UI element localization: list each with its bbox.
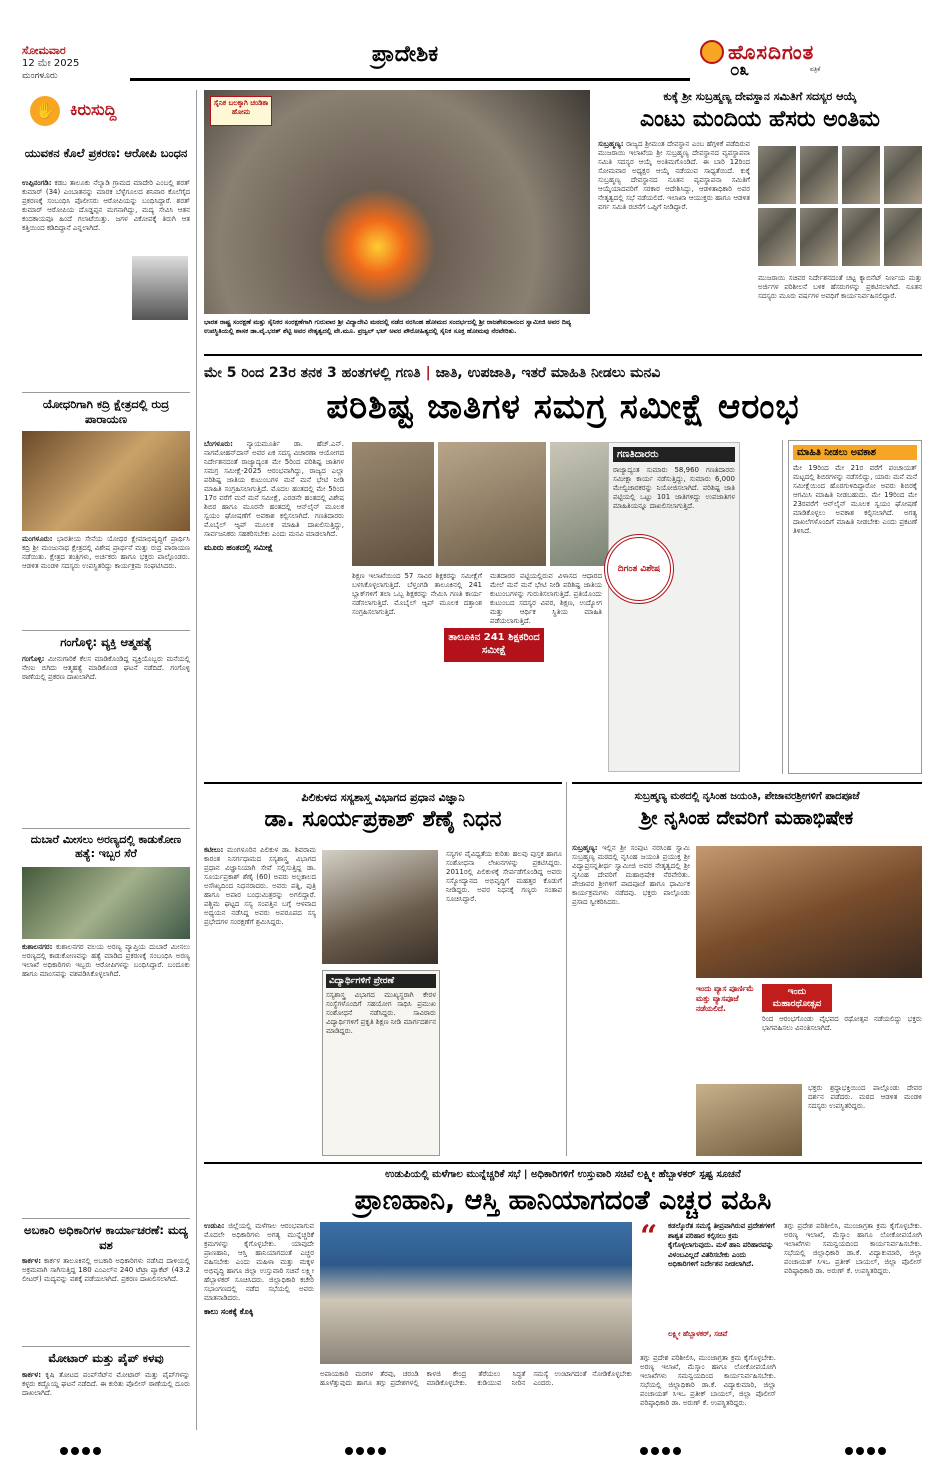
abhisheka-photo bbox=[696, 846, 922, 978]
brief-headline: ದುಬಾರೆ ಮೀಸಲು ಅರಣ್ಯದಲ್ಲಿ ಕಾಡುಕೋಣ ಹತ್ಯೆ: ಇಬ್ಬರ ಸೆರೆ bbox=[30, 833, 182, 860]
dot-icon bbox=[856, 1447, 864, 1455]
brief-item bbox=[22, 392, 190, 602]
brand-logo bbox=[700, 40, 905, 80]
brief-item bbox=[22, 828, 190, 1198]
footer-dots-far bbox=[845, 1440, 889, 1459]
info-opportunity-box bbox=[788, 440, 922, 774]
dot-icon bbox=[356, 1447, 364, 1455]
footer-dots-right bbox=[640, 1440, 684, 1459]
quote-attribution: ಲಕ್ಷ್ಮೀ ಹೆಬ್ಬಾಳಕರ್, ಸಚಿವೆ bbox=[668, 1330, 728, 1338]
kukke-story bbox=[598, 90, 922, 348]
brief-dateline: ಮಂಗಳೂರು: bbox=[22, 535, 53, 543]
survey-body: ನ್ಯಾಯಮೂರ್ತಿ ಡಾ. ಹೆಚ್.ಎನ್. ನಾಗಮೋಹನ್‌ದಾಸ್ ಅವರ ಏಕ ಸದಸ್ಯ ವಿಚಾರಣಾ ಆಯೋಗದ ನಿರ್ದೇಶನದಂತೆ ರಾಜ್ಯಾದ್ಯಂತ ಮೇ 5ರಿಂದ ಪರಿಶಿಷ್ಟ ಜಾತಿಗಳ ಸಮಗ್ರ ಸಮೀಕ್ಷೆ-2025 ಆರಂಭವಾಗಿದ್ದು, ರಾಜ್ಯದ ಎಲ್ಲಾ ಪರಿಶಿಷ್ಟ ಜಾತಿಯ ಕುಟುಂಬಗಳ ಮನೆ ಮನೆ ಭೇಟಿ ನೀಡಿ ಮಾಹಿತಿ ಸಂಗ್ರಹಿಸಲಾಗುತ್ತಿದೆ. ಮೊದಲ ಹಂತದಲ್ಲಿ ಮೇ 5ರಿಂದ 17ರ ವರೆಗೆ ಮನೆ ಮನೆ ಸಮೀಕ್ಷೆ, ಎರಡನೇ ಹಂತದಲ್ಲಿ ವಿಶೇಷ ಶಿಬಿರ ಹಾಗೂ ಮೂರನೇ ಹಂತದಲ್ಲಿ ಆನ್‌ಲೈನ್ ಮೂಲಕ ಸ್ವಯಂ ಘೋಷಣೆಗೆ ಅವಕಾಶ ಕಲ್ಪಿಸಲಾಗಿದೆ. ಗಣತಿದಾರರು ಮೊಬೈಲ್ ಆ್ಯಪ್ ಮೂಲಕ ಮಾಹಿತಿ ದಾಖಲಿಸುತ್ತಿದ್ದು, ಸಾರ್ವಜನಿಕರು ಸಹಕರಿಸಬೇಕು ಎಂದು ಮನವಿ ಮಾಡಲಾಗಿದೆ. bbox=[204, 440, 344, 538]
obituary-story bbox=[204, 782, 562, 1156]
dot-icon bbox=[345, 1447, 353, 1455]
issue-date: 12 ಮೇ 2025 bbox=[22, 58, 80, 69]
sainik-badge: ಸೈನಿಕ ಬಲಕ್ಕಾಗಿ ಚಂಡಿಕಾ ಹೋಮ bbox=[210, 96, 272, 126]
obituary-headline: ಡಾ. ಸೂರ್ಯಪ್ರಕಾಶ್ ಶೆಣೈ ನಿಧನ bbox=[264, 807, 502, 832]
udupi-right-body: ತಗ್ಗು ಪ್ರದೇಶ ಪರಿಶೀಲಿಸಿ, ಮುಂಜಾಗ್ರತಾ ಕ್ರಮ ಕೈಗೊಳ್ಳಬೇಕು. ಅರಣ್ಯ ಇಲಾಖೆ, ಮೆಸ್ಕಾಂ ಹಾಗೂ ಲೋಕೋಪಯೋಗಿ ಇಲಾಖೆಗಳು ಸಮನ್ವಯದಿಂದ ಕಾರ್ಯನಿರ್ವಹಿಸಬೇಕು. ಸಭೆಯಲ್ಲಿ ಜಿಲ್ಲಾಧಿಕಾರಿ ಡಾ.ಕೆ. ವಿದ್ಯಾಕುಮಾರಿ, ಜಿಲ್ಲಾ ಪಂಚಾಯತ್ ಸಿಇಒ ಪ್ರತೀಕ್ ಬಾಯಲ್, ಜಿಲ್ಲಾ ಪೊಲೀಸ್ ವರಿಷ್ಠಾಧಿಕಾರಿ ಡಾ. ಅರುಣ್ ಕೆ. ಉಪಸ್ಥಿತರಿದ್ದರು. bbox=[640, 1354, 776, 1407]
brief-headline: ಯುವಕನ ಕೊಲೆ ಪ್ರಕರಣ: ಆರೋಪಿ ಬಂಧನ bbox=[24, 146, 188, 160]
kukke-kicker: ಕುಕ್ಕೆ ಶ್ರೀ ಸುಬ್ರಹ್ಮಣ್ಯ ದೇವಸ್ಥಾನ ಸಮಿತಿಗೆ ಸದಸ್ಯರ ಆಯ್ಕೆ bbox=[663, 90, 857, 103]
inspiration-box-body: ಸಸ್ಯಶಾಸ್ತ್ರ ವಿಭಾಗದ ಮುಖ್ಯಸ್ಥರಾಗಿ ಕೇರಳ ಸಂಸ್ಥೆಗಳೊಂದಿಗೆ ಸಹಯೋಗ ಸಾಧಿಸಿ ಪ್ರಮುಖ ಸಂಶೋಧನೆ ನಡೆಸಿದ್ದರು. ಸಾವಿರಾರು ವಿದ್ಯಾರ್ಥಿಗಳಿಗೆ ಪ್ರಕೃತಿ ಶಿಕ್ಷಣ ನೀಡಿ ಮಾರ್ಗದರ್ಶನ ಮಾಡಿದ್ದರು. bbox=[326, 991, 436, 1035]
kicker-separator: | bbox=[425, 365, 436, 381]
brand-tagline: ಪತ್ರಿಕೆ bbox=[810, 66, 821, 73]
dot-icon bbox=[82, 1447, 90, 1455]
masthead bbox=[0, 0, 945, 82]
maharathotsava-box bbox=[762, 984, 922, 1080]
brief-dateline: ಕಾರ್ಕಳ: bbox=[22, 1371, 41, 1379]
udupi-story bbox=[204, 1162, 922, 1430]
member-photo bbox=[800, 146, 838, 204]
member-photo bbox=[758, 208, 796, 266]
obituary-body: ಮಂಗಳೂರಿನ ಪಿಲಿಕುಳ ಡಾ. ಶಿವರಾಮ ಕಾರಂತ ನಿಸರ್ಗಧಾಮದ ಸಸ್ಯಶಾಸ್ತ್ರ ವಿಭಾಗದ ಪ್ರಧಾನ ವಿಜ್ಞಾನಿಯಾಗಿ ಸೇವೆ ಸಲ್ಲಿಸುತ್ತಿದ್ದ ಡಾ. ಸೂರ್ಯಪ್ರಕಾಶ್ ಶೆಣೈ (60) ಅವರು ಅಲ್ಪಕಾಲದ ಅಸೌಖ್ಯದಿಂದ ನಿಧನರಾದರು. ಅವರು ಪತ್ನಿ, ಪುತ್ರಿ ಹಾಗೂ ಅಪಾರ ಬಂಧುಮಿತ್ರರನ್ನು ಅಗಲಿದ್ದಾರೆ. ಪಶ್ಚಿಮ ಘಟ್ಟದ ಸಸ್ಯ ಸಂಪತ್ತಿನ ಬಗ್ಗೆ ಆಳವಾದ ಅಧ್ಯಯನ ನಡೆಸಿದ್ದ ಅವರು ಅಪರೂಪದ ಸಸ್ಯ ಪ್ರಭೇದಗಳ ಸಂರಕ್ಷಣೆಗೆ ಶ್ರಮಿಸಿದ್ದರು. bbox=[204, 846, 316, 926]
survey-mid-body: ಶಿಕ್ಷಣ ಇಲಾಖೆಯಿಂದ 57 ಸಾವಿರ ಶಿಕ್ಷಕರನ್ನು ಸಮೀಕ್ಷೆಗೆ ಬಳಸಿಕೊಳ್ಳಲಾಗುತ್ತಿದೆ. ಬೆಳ್ತಂಗಡಿ ತಾಲೂಕಿನಲ್ಲಿ 241 ಬ್ಲಾಕ್‌ಗಳಿಗೆ ತಲಾ ಒಬ್ಬ ಶಿಕ್ಷಕರನ್ನು ನೇಮಿಸಿ ಗಣತಿ ಕಾರ್ಯ ನಡೆಸಲಾಗುತ್ತಿದೆ. ಮೊಬೈಲ್ ಆ್ಯಪ್ ಮೂಲಕ ದತ್ತಾಂಶ ಸಂಗ್ರಹಿಸಲಾಗುತ್ತಿದೆ. bbox=[352, 572, 482, 616]
meeting-photo bbox=[320, 1222, 632, 1364]
brand-emblem-icon bbox=[700, 40, 724, 64]
dot-icon bbox=[867, 1447, 875, 1455]
udupi-mid-body: ಅಪಾಯಕಾರಿ ಮರಗಳ ತೆರವು, ಚರಂಡಿ ಹೂಳೆತ್ತುವುದು ಹಾಗೂ ತಗ್ಗು ಪ್ರದೇಶಗಳಲ್ಲಿ ಕಾಳಜಿ ಕೇಂದ್ರ ತೆರೆಯಲು ಸಿದ್ಧತೆ ಮಾಡಿಕೊಳ್ಳಬೇಕು. ಕುಡಿಯುವ ನೀರಿನ ಸಮಸ್ಯೆ ಉಂಟಾಗದಂತೆ ನೋಡಿಕೊಳ್ಳಬೇಕು ಎಂದರು. bbox=[320, 1370, 632, 1387]
dot-icon bbox=[878, 1447, 886, 1455]
issue-day: ಸೋಮವಾರ bbox=[22, 44, 66, 57]
dot-icon bbox=[662, 1447, 670, 1455]
issue-place: ಮಂಗಳೂರು bbox=[22, 71, 58, 81]
kukke-dateline: ಸುಬ್ರಹ್ಮಣ್ಯ: bbox=[598, 140, 624, 148]
narasimha-body: ಇಲ್ಲಿನ ಶ್ರೀ ಸಂಪುಟ ನರಸಿಂಹ ಸ್ವಾಮಿ ಸುಬ್ರಹ್ಮಣ್ಯ ಮಠದಲ್ಲಿ ನೃಸಿಂಹ ಜಯಂತಿ ಪ್ರಯುಕ್ತ ಶ್ರೀ ವಿದ್ಯಾಪ್ರಸನ್ನತೀರ್ಥ ಸ್ವಾಮೀಜಿ ಅವರ ನೇತೃತ್ವದಲ್ಲಿ ಶ್ರೀ ನೃಸಿಂಹ ದೇವರಿಗೆ ಮಹಾಭಿಷೇಕ ನೆರವೇರಿತು. ಪೇಜಾವರ ಶ್ರೀಗಳಿಗೆ ಪಾದಪೂಜೆ ಹಾಗೂ ಧಾರ್ಮಿಕ ಕಾರ್ಯಕ್ರಮಗಳು ನಡೆದವು. ಭಕ್ತರು ಪಾಲ್ಗೊಂಡು ಪ್ರಸಾದ ಸ್ವೀಕರಿಸಿದರು. bbox=[572, 844, 690, 906]
kukke-headline: ಎಂಟು ಮಂದಿಯ ಹೆಸರು ಅಂತಿಮ bbox=[640, 107, 880, 132]
udupi-subhead: ಕಾಲು ಸಂಕಕ್ಕೆ ಕೊಕ್ಕಿ bbox=[204, 1307, 254, 1316]
brief-body: ಮೀನುಗಾರಿಕೆ ಕೆಲಸ ಮಾಡಿಕೊಂಡಿದ್ದ ವ್ಯಕ್ತಿಯೊಬ್ಬರು ಮನೆಯಲ್ಲಿ ನೇಣು ಬಿಗಿದು ಆತ್ಮಹತ್ಯೆ ಮಾಡಿಕೊಂಡ ಘಟನೆ ನಡೆದಿದೆ. ಗಂಗೊಳ್ಳಿ ಠಾಣೆಯಲ್ಲಿ ಪ್ರಕರಣ ದಾಖಲಾಗಿದೆ. bbox=[22, 655, 190, 681]
seal-text: ದಿಗಂತ ವಿಶೇಷ bbox=[617, 563, 661, 574]
brand-name: ಹೊಸದಿಗಂತ bbox=[728, 40, 815, 64]
dot-icon bbox=[378, 1447, 386, 1455]
footer-dots-mid bbox=[345, 1440, 389, 1459]
member-photo bbox=[758, 146, 796, 204]
maharathotsava-title: ಇಂದು ಮಹಾರಥೋತ್ಸವ bbox=[762, 984, 832, 1012]
brief-body: ಕೃಷಿ ತೋಟದ ಪಂಪ್‌ಸೆಟ್‌ನ ಮೋಟಾರ್ ಮತ್ತು ಪೈಪ್‌ಗಳನ್ನು ಕಳ್ಳರು ಕದ್ದೊಯ್ದ ಘಟನೆ ನಡೆದಿದೆ. ಈ ಕುರಿತು ಪೊಲೀಸ್ ಠಾಣೆಯಲ್ಲಿ ದೂರು ದಾಖಲಾಗಿದೆ. bbox=[22, 1371, 190, 1397]
brief-dateline: ಉಪ್ಪಿನಂಗಡಿ: bbox=[22, 179, 52, 187]
enumerators-box-body: ರಾಜ್ಯಾದ್ಯಂತ ಸುಮಾರು 58,960 ಗಣತಿದಾರರು ಸಮೀಕ್ಷಾ ಕಾರ್ಯ ನಡೆಸುತ್ತಿದ್ದು, ಸುಮಾರು 6,000 ಮೇಲ್ವಿಚಾರಕರನ್ನು ನಿಯೋಜಿಸಲಾಗಿದೆ. ಪರಿಶಿಷ್ಟ ಜಾತಿ ಪಟ್ಟಿಯಲ್ಲಿ ಒಟ್ಟು 101 ಜಾತಿಗಳಿದ್ದು ಉಪಜಾತಿಗಳ ಮಾಹಿತಿಯನ್ನೂ ದಾಖಲಿಸಲಾಗುತ್ತಿದೆ. bbox=[613, 466, 735, 510]
scientist-portrait bbox=[322, 850, 438, 964]
students-inspiration-box bbox=[322, 970, 440, 1156]
survey-photo-teacher bbox=[438, 442, 546, 566]
dot-icon bbox=[60, 1447, 68, 1455]
member-photo bbox=[800, 208, 838, 266]
brief-item bbox=[22, 630, 190, 810]
brief-body: ಭಾರತೀಯ ಸೇನೆಯ ಯೋಧರ ಕ್ಷೇಮಾಭಿವೃದ್ಧಿಗೆ ಪ್ರಾರ್ಥಿಸಿ ಕದ್ರಿ ಶ್ರೀ ಮಂಜುನಾಥ ಕ್ಷೇತ್ರದಲ್ಲಿ ವಿಶೇಷ ಪ್ರಾರ್ಥನೆ ಮತ್ತು ರುದ್ರ ಪಾರಾಯಣ ನಡೆಯಿತು. ಕ್ಷೇತ್ರದ ತಂತ್ರಿಗಳು, ಅರ್ಚಕರು ಹಾಗೂ ಭಕ್ತರು ಪಾಲ್ಗೊಂಡರು. ಆಡಳಿತ ಮಂಡಳಿ ಸದಸ್ಯರು ಉಪಸ್ಥಿತರಿದ್ದು ಕಾರ್ಯಕ್ರಮ ಸಂಘಟಿಸಿದರು. bbox=[22, 535, 190, 570]
survey-story bbox=[204, 354, 922, 774]
udupi-far-right-body: ತಗ್ಗು ಪ್ರದೇಶ ಪರಿಶೀಲಿಸಿ, ಮುಂಜಾಗ್ರತಾ ಕ್ರಮ ಕೈಗೊಳ್ಳಬೇಕು. ಅರಣ್ಯ ಇಲಾಖೆ, ಮೆಸ್ಕಾಂ ಹಾಗೂ ಲೋಕೋಪಯೋಗಿ ಇಲಾಖೆಗಳು ಸಮನ್ವಯದಿಂದ ಕಾರ್ಯನಿರ್ವಹಿಸಬೇಕು. ಸಭೆಯಲ್ಲಿ ಜಿಲ್ಲಾಧಿಕಾರಿ ಡಾ.ಕೆ. ವಿದ್ಯಾಕುಮಾರಿ, ಜಿಲ್ಲಾ ಪಂಚಾಯತ್ ಸಿಇಒ ಪ್ರತೀಕ್ ಬಾಯಲ್, ಜಿಲ್ಲಾ ಪೊಲೀಸ್ ವರಿಷ್ಠಾಧಿಕಾರಿ ಡಾ. ಅರುಣ್ ಕೆ. ಉಪಸ್ಥಿತರಿದ್ದರು. bbox=[784, 1222, 922, 1275]
sainik-homa-story bbox=[204, 90, 590, 348]
narasimha-tail: ಭಕ್ತರು ಶ್ರದ್ಧಾಭಕ್ತಿಯಿಂದ ಪಾಲ್ಗೊಂಡು ದೇವರ ದರ್ಶನ ಪಡೆದರು. ಮಠದ ಆಡಳಿತ ಮಂಡಳಿ ಸದಸ್ಯರು ಉಪಸ್ಥಿತರಿದ್ದರು. bbox=[808, 1084, 922, 1110]
member-photo bbox=[884, 208, 922, 266]
brief-body: ಕಡಬ ತಾಲೂಕು ನೆಲ್ಯಾಡಿ ಗ್ರಾಮದ ಮಾದೇರಿ ಎಂಬಲ್ಲಿ ಶರತ್ ಕುಮಾರ್ (34) ಎಂಬಾತನನ್ನು ಮಾರಕ ಬೆಳ್ಳೆಗೂಲದ ಶನಿವಾರ ಕೊಲೆಗೈದ ಪ್ರಕರಣಕ್ಕೆ ಸಂಬಂಧಿಸಿ ಪೊಲೀಸರು ಆರೋಪಿಯನ್ನು ಬಂಧಿಸಿದ್ದಾರೆ. ಶರತ್ ಕುಮಾರ್ ಆರೋಪಿಯ ದೊಡ್ಡಪ್ಪನ ಮಗನಾಗಿದ್ದು, ಮದ್ಯ ಸೇವಿಸಿ ಆತನ ಕಂದಕಾಯವೂ ಹಿಂದೆ ಗಲಾಟೆಯಿತ್ತು. ಜಗಳ ವಿಕೋಪಕ್ಕೆ ತಿರುಗಿ ಆತ ಕತ್ತಿಯಿಂದ ಕಡಿದಿದ್ದಾನೆ ಎನ್ನಲಾಗಿದೆ. bbox=[22, 179, 190, 232]
minister-quote: ಕಡಲ್ಕೊರೆತ ಸಮಸ್ಯೆ ತೀವ್ರವಾಗಿರುವ ಪ್ರದೇಶಗಳಿಗೆ ಶಾಶ್ವತ ಪರಿಹಾರ ಕಲ್ಪಿಸಲು ಕ್ರಮ ಕೈಗೊಳ್ಳಲಾಗುವುದು. ಮಳೆ ಹಾನಿ ಪರಿಹಾರವನ್ನು ವಿಳಂಬವಿಲ್ಲದೆ ವಿತರಿಸಬೇಕು ಎಂದು ಅಧಿಕಾರಿಗಳಿಗೆ ನಿರ್ದೇಶನ ನೀಡಲಾಗಿದೆ. bbox=[668, 1222, 775, 1268]
vyasa-box: ಇಂದು ವ್ಯಾಸ ಪೂರ್ಣಿಮೆ ಮತ್ತು ವ್ಯಾಸಪೂಜೆ ನಡೆಯಲಿದೆ. bbox=[696, 984, 754, 1013]
survey-photo-elder bbox=[352, 442, 434, 566]
column-divider bbox=[196, 90, 197, 1430]
forest-officials-photo bbox=[22, 867, 190, 939]
section-title: ಪ್ರಾದೇಶಿಕ bbox=[371, 42, 439, 67]
quote-mark-icon: “ bbox=[640, 1219, 658, 1254]
footer-dots-left bbox=[60, 1440, 104, 1459]
dot-icon bbox=[845, 1447, 853, 1455]
brief-headline: ಯೋಧರಿಗಾಗಿ ಕದ್ರಿ ಕ್ಷೇತ್ರದಲ್ಲಿ ರುದ್ರ ಪಾರಾಯಣ bbox=[42, 397, 170, 426]
narasimha-dateline: ಸುಬ್ರಹ್ಮಣ್ಯ: bbox=[572, 844, 598, 852]
page-number: ೦೩ bbox=[730, 60, 750, 80]
survey-highlight-box: ತಾಲೂಕಿನ 241 ಶಿಕ್ಷಕರಿಂದ ಸಮೀಕ್ಷೆ bbox=[444, 628, 544, 662]
brief-headline: ಮೋಟಾರ್ ಮತ್ತು ಪೈಪ್ ಕಳವು bbox=[48, 1351, 164, 1365]
udupi-kicker: ಉಡುಪಿಯಲ್ಲಿ ಮಳೆಗಾಲ ಮುನ್ನೆಚ್ಚರಿಕೆ ಸಭೆ | ಅಧಿಕಾರಿಗಳಿಗೆ ಉಸ್ತುವಾರಿ ಸಚಿವೆ ಲಕ್ಷ್ಮೀ ಹೆಬ್ಬಾಳಕರ್ ಸ್ಪಷ್ಟ ಸೂಚನೆ bbox=[385, 1169, 741, 1180]
brief-dateline: ಕುಶಾಲನಗರ: bbox=[22, 943, 53, 951]
maharathotsava-body: ರಿಂದ ಆರಂಭಗೊಂಡು ವೈಭವದ ರಥೋತ್ಸವ ನಡೆಯಲಿದ್ದು ಭಕ್ತರು ಭಾಗವಹಿಸಲು ವಿನಂತಿಸಲಾಗಿದೆ. bbox=[762, 1015, 922, 1032]
narasimha-headline: ಶ್ರೀ ನೃಸಿಂಹ ದೇವರಿಗೆ ಮಹಾಭಿಷೇಕ bbox=[640, 807, 854, 829]
minister-quote-box bbox=[640, 1219, 776, 1350]
masthead-rule bbox=[130, 78, 690, 81]
obituary-dateline: ಕಟೀಲು: bbox=[204, 846, 224, 854]
kirusuddi-title: ಕಿರುಸುದ್ದಿ bbox=[70, 100, 117, 119]
narasimha-story bbox=[572, 782, 922, 1156]
brief-body: ಕಾರ್ಕಳ ತಾಲೂಕಿನಲ್ಲಿ ಅಬಕಾರಿ ಅಧಿಕಾರಿಗಳು ನಡೆಸಿದ ದಾಳಿಯಲ್ಲಿ ಅಕ್ರಮವಾಗಿ ಸಾಗಿಸುತ್ತಿದ್ದ 180 ಎಂಎಲ್‌ನ 240 ಟೆಟ್ರಾ ಪ್ಯಾಕೆಟ್ (43.2 ಲೀಟರ್) ಮದ್ಯವನ್ನು ವಶಕ್ಕೆ ಪಡೆಯಲಾಗಿದೆ. ಪ್ರಕರಣ ದಾಖಲಿಸಲಾಗಿದೆ. bbox=[22, 1257, 190, 1283]
member-photo bbox=[842, 146, 880, 204]
obituary-col3: ಸಸ್ಯಗಳ ವೈವಿಧ್ಯತೆಯ ಕುರಿತು ಹಲವು ಪುಸ್ತಕ ಹಾಗೂ ಸಂಶೋಧನಾ ಲೇಖನಗಳನ್ನು ಪ್ರಕಟಿಸಿದ್ದರು. 2011ರಲ್ಲಿ ಪಿಲಿಕುಳಕ್ಕೆ ಸೇರ್ಪಡೆಗೊಂಡಿದ್ದ ಅವರು ಸಸ್ಯೋದ್ಯಾನದ ಅಭಿವೃದ್ಧಿಗೆ ಮಹತ್ತರ ಕೊಡುಗೆ ನೀಡಿದ್ದರು. ಅವರ ನಿಧನಕ್ಕೆ ಗಣ್ಯರು ಸಂತಾಪ ಸೂಚಿಸಿದ್ದಾರೆ. bbox=[446, 850, 562, 903]
brief-dateline: ಗಂಗೊಳ್ಳಿ: bbox=[22, 655, 45, 663]
obituary-kicker: ಪಿಲಿಕುಳದ ಸಸ್ಯಶಾಸ್ತ್ರ ವಿಭಾಗದ ಪ್ರಧಾನ ವಿಜ್ಞಾನಿ bbox=[301, 791, 465, 804]
inspiration-box-title: ವಿದ್ಯಾರ್ಥಿಗಳಿಗೆ ಪ್ರೇರಣೆ bbox=[326, 974, 436, 988]
member-photo bbox=[842, 208, 880, 266]
diganta-seal bbox=[604, 534, 674, 604]
info-box-body: ಮೇ 19ರಿಂದ ಮೇ 21ರ ವರೆಗೆ ಪಂಚಾಯತ್ ಮಟ್ಟದಲ್ಲಿ ಶಿಬಿರಗಳನ್ನು ನಡೆಸಲಿದ್ದು, ಯಾರು ಮನೆ ಮನೆ ಸಮೀಕ್ಷೆಯಿಂದ ಹೊರಗುಳಿದಿದ್ದಾರೋ ಅವರು ಶಿಬಿರಕ್ಕೆ ಆಗಮಿಸಿ ಮಾಹಿತಿ ನೀಡಬಹುದು. ಮೇ 19ರಿಂದ ಮೇ 23ರವರೆಗೆ ಆನ್‌ಲೈನ್ ಮೂಲಕ ಸ್ವಯಂ ಘೋಷಣೆ ಮಾಡಿಕೊಳ್ಳಲು ಅವಕಾಶ ಕಲ್ಪಿಸಲಾಗಿದೆ. ಅಗತ್ಯ ದಾಖಲೆಗಳೊಂದಿಗೆ ಮಾಹಿತಿ ನೀಡಬೇಕು ಎಂದು ಪ್ರಕಟಣೆ ತಿಳಿಸಿದೆ. bbox=[793, 464, 917, 535]
dot-icon bbox=[640, 1447, 648, 1455]
dot-icon bbox=[93, 1447, 101, 1455]
date-block bbox=[22, 44, 132, 82]
brief-item bbox=[22, 146, 190, 372]
brief-item bbox=[22, 1346, 190, 1426]
survey-kicker-left: ಮೇ 5 ರಿಂದ 23ರ ತನಕ 3 ಹಂತಗಳಲ್ಲಿ ಗಣತಿ bbox=[204, 365, 421, 381]
brief-headline: ಅಬಕಾರಿ ಅಧಿಕಾರಿಗಳ ಕಾರ್ಯಾಚರಣೆ: ಮದ್ಯ ವಶ bbox=[24, 1223, 188, 1252]
dot-icon bbox=[367, 1447, 375, 1455]
survey-headline: ಪರಿಶಿಷ್ಟ ಜಾತಿಗಳ ಸಮಗ್ರ ಸಮೀಕ್ಷೆ ಆರಂಭ bbox=[326, 387, 800, 427]
kukke-body: ರಾಜ್ಯದ ಶ್ರೀಮಂತ ದೇವಸ್ಥಾನ ಎಂಬ ಹೆಗ್ಗಳಿಕೆ ಪಡೆದಿರುವ ಮುಜರಾಯಿ ಇಲಾಖೆಯ ಶ್ರೀ ಸುಬ್ರಹ್ಮಣ್ಯ ದೇವಸ್ಥಾನದ ವ್ಯವಸ್ಥಾಪನಾ ಸಮಿತಿ ಸದಸ್ಯರ ಆಯ್ಕೆ ಅಂತಿಮಗೊಂಡಿದೆ. ಈ ಬಾರಿ 12ರಿಂದ ಸೋಮವಾರ ಅಧ್ಯಕ್ಷರ ಆಯ್ಕೆ ನಡೆಯುವ ಸಾಧ್ಯತೆಯಿದೆ. ಕುಕ್ಕೆ ಸುಬ್ರಹ್ಮಣ್ಯ ದೇವಸ್ಥಾನದ ನೂತನ ವ್ಯವಸ್ಥಾಪನಾ ಸಮಿತಿಗೆ ಆಯ್ಕೆಯಾದವರಿಗೆ ಸರಕಾರ ಆದೇಶಿಸಿದ್ದು, ಆಡಳಿತಾಧಿಕಾರಿ ಅವರ ನೇತೃತ್ವದಲ್ಲಿ ಸಭೆ ನಡೆಯಲಿದೆ. ಇಲಾಖಾ ಆಯುಕ್ತರು ಹಾಗೂ ಆಡಳಿತ ವರ್ಗ ಸಮಿತಿ ರಚನೆಗೆ ಒಪ್ಪಿಗೆ ನೀಡಿದ್ದಾರೆ. bbox=[598, 140, 750, 211]
survey-subhead: ಮೂರು ಹಂತದಲ್ಲಿ ಸಮೀಕ್ಷೆ bbox=[204, 543, 273, 552]
enumerators-box bbox=[608, 442, 740, 772]
kirusuddi-header bbox=[22, 90, 190, 134]
survey-kicker-right: ಜಾತಿ, ಉಪಜಾತಿ, ಇತರೆ ಮಾಹಿತಿ ನೀಡಲು ಮನವಿ bbox=[435, 365, 661, 381]
kukke-side-text: ಮುಜರಾಯಿ ಸಚಿವರ ನಿರ್ದೇಶನದಂತೆ ಚಟ್ಟ ಕ್ಯಾಬಿನೆಟ್ ನಿರ್ಣಯ ಮತ್ತು ಅರ್ಜಿಗಳ ಪರಿಶೀಲನೆ ಬಳಿಕ ಹೆಸರುಗಳನ್ನು ಪ್ರಕಟಿಸಲಾಗಿದೆ. ನೂತನ ಸದಸ್ಯರು ಮೂರು ವರ್ಷಗಳ ಅವಧಿಗೆ ಕಾರ್ಯನಿರ್ವಹಿಸಲಿದ್ದಾರೆ. bbox=[758, 274, 922, 300]
brief-headline: ಗಂಗೊಳ್ಳಿ: ವ್ಯಕ್ತಿ ಆತ್ಮಹತ್ಯೆ bbox=[60, 635, 152, 649]
udupi-headline: ಪ್ರಾಣಹಾನಿ, ಆಸ್ತಿ ಹಾನಿಯಾಗದಂತೆ ಎಚ್ಚರ ವಹಿಸಿ bbox=[354, 1185, 772, 1216]
homa-caption: ಭಾರತ ರಾಷ್ಟ್ರ ಸಂರಕ್ಷಣೆ ಮತ್ತು ಸೈನಿಕರ ಸಂರಕ್ಷಣೆಗಾಗಿ ಗುರುವಾರ ಶ್ರೀ ವಿದ್ಯಾದೇವಿ ಮಠದಲ್ಲಿ ನಡೆದ ನರಸಿಂಹ ಹೋಮದ ಸಂದರ್ಭದಲ್ಲಿ ಶ್ರೀ ರಾಜಶೇಖರಾನಂದ ಸ್ವಾಮೀಜಿ ಅವರ ದಿವ್ಯ ಉಪಸ್ಥಿತಿಯಲ್ಲಿ ಶಾಸಕ ಡಾ.ವೈ.ಭರತ್ ಶೆಟ್ಟಿ ಅವರ ನೇತೃತ್ವದಲ್ಲಿ ವೇ.ಮೂ. ಪ್ರಜ್ವಲ್ ಭಟ್ ಅವರ ಪೌರೋಹಿತ್ಯದಲ್ಲಿ ಸೈನಿಕ ಸೂಕ್ತ ಹೋಮವು ನೆರವೇರಿತು. bbox=[204, 318, 572, 335]
members-photo-grid bbox=[758, 146, 922, 270]
dot-icon bbox=[673, 1447, 681, 1455]
enumerators-box-title: ಗಣತಿದಾರರು bbox=[613, 447, 735, 462]
seer-photo bbox=[696, 1084, 802, 1156]
brief-dateline: ಕಾರ್ಕಳ: bbox=[22, 1257, 41, 1265]
hand-icon: ✋ bbox=[30, 96, 60, 126]
udupi-body: ಜಿಲ್ಲೆಯಲ್ಲಿ ಮಳೆಗಾಲ ಆರಂಭವಾಗುವ ಮೊದಲೇ ಅಧಿಕಾರಿಗಳು ಅಗತ್ಯ ಮುನ್ನೆಚ್ಚರಿಕೆ ಕ್ರಮಗಳನ್ನು ಕೈಗೊಳ್ಳಬೇಕು. ಯಾವುದೇ ಪ್ರಾಣಹಾನಿ, ಆಸ್ತಿ ಹಾನಿಯಾಗದಂತೆ ಎಚ್ಚರ ವಹಿಸಬೇಕು ಎಂದು ಮಹಿಳಾ ಮತ್ತು ಮಕ್ಕಳ ಅಭಿವೃದ್ಧಿ ಹಾಗೂ ಜಿಲ್ಲಾ ಉಸ್ತುವಾರಿ ಸಚಿವೆ ಲಕ್ಷ್ಮೀ ಹೆಬ್ಬಾಳಕರ್ ಸೂಚಿಸಿದರು. ಜಿಲ್ಲಾಧಿಕಾರಿ ಕಚೇರಿ ಸಭಾಂಗಣದಲ್ಲಿ ನಡೆದ ಸಭೆಯಲ್ಲಿ ಅವರು ಮಾತನಾಡಿದರು. bbox=[204, 1222, 314, 1302]
accused-photo bbox=[132, 256, 188, 320]
dot-icon bbox=[651, 1447, 659, 1455]
brief-body: ಕುಶಾಲನಗರ ವಲಯ ಅರಣ್ಯ ವ್ಯಾಪ್ತಿಯ ದುಬಾರೆ ಮೀಸಲು ಅರಣ್ಯದಲ್ಲಿ ಕಾಡುಕೋಣವನ್ನು ಹತ್ಯೆ ಮಾಡಿದ ಪ್ರಕರಣಕ್ಕೆ ಸಂಬಂಧಿಸಿ ಅರಣ್ಯ ಇಲಾಖೆ ಅಧಿಕಾರಿಗಳು ಇಬ್ಬರು ಆರೋಪಿಗಳನ್ನು ಬಂಧಿಸಿದ್ದಾರೆ. ಬಂದೂಕು ಹಾಗೂ ಮಾಂಸವನ್ನು ವಶಪಡಿಸಿಕೊಳ್ಳಲಾಗಿದೆ. bbox=[22, 943, 190, 978]
column-divider bbox=[782, 440, 783, 774]
info-box-title: ಮಾಹಿತಿ ನೀಡಲು ಅವಕಾಶ bbox=[793, 445, 917, 460]
member-photo bbox=[884, 146, 922, 204]
kirusuddi-column bbox=[22, 90, 190, 1430]
column-divider bbox=[566, 782, 567, 1156]
dot-icon bbox=[71, 1447, 79, 1455]
udupi-dateline: ಉಡುಪಿ: bbox=[204, 1222, 225, 1230]
survey-kicker-row bbox=[204, 362, 922, 382]
narasimha-kicker: ಸುಬ್ರಹ್ಮಣ್ಯ ಮಠದಲ್ಲಿ ನೃಸಿಂಹ ಜಯಂತಿ, ಪೇಜಾವರಶ್ರೀಗಳಿಗೆ ಪಾದಪೂಜೆ bbox=[634, 791, 860, 802]
brief-item bbox=[22, 1218, 190, 1340]
survey-col3-body: ಮತದಾರರ ಪಟ್ಟಿಯಲ್ಲಿರುವ ವಿಳಾಸದ ಆಧಾರದ ಮೇಲೆ ಮನೆ ಮನೆ ಭೇಟಿ ನೀಡಿ ಪರಿಶಿಷ್ಟ ಜಾತಿಯ ಕುಟುಂಬಗಳನ್ನು ಗುರುತಿಸಲಾಗುತ್ತಿದೆ. ಪ್ರತಿಯೊಂದು ಕುಟುಂಬದ ಸದಸ್ಯರ ವಿವರ, ಶಿಕ್ಷಣ, ಉದ್ಯೋಗ ಮತ್ತು ಆರ್ಥಿಕ ಸ್ಥಿತಿಯ ಮಾಹಿತಿ ಪಡೆಯಲಾಗುತ್ತಿದೆ. bbox=[490, 572, 602, 625]
kadri-temple-photo bbox=[22, 431, 190, 531]
survey-dateline: ಬೆಂಗಳೂರು: bbox=[204, 440, 233, 448]
